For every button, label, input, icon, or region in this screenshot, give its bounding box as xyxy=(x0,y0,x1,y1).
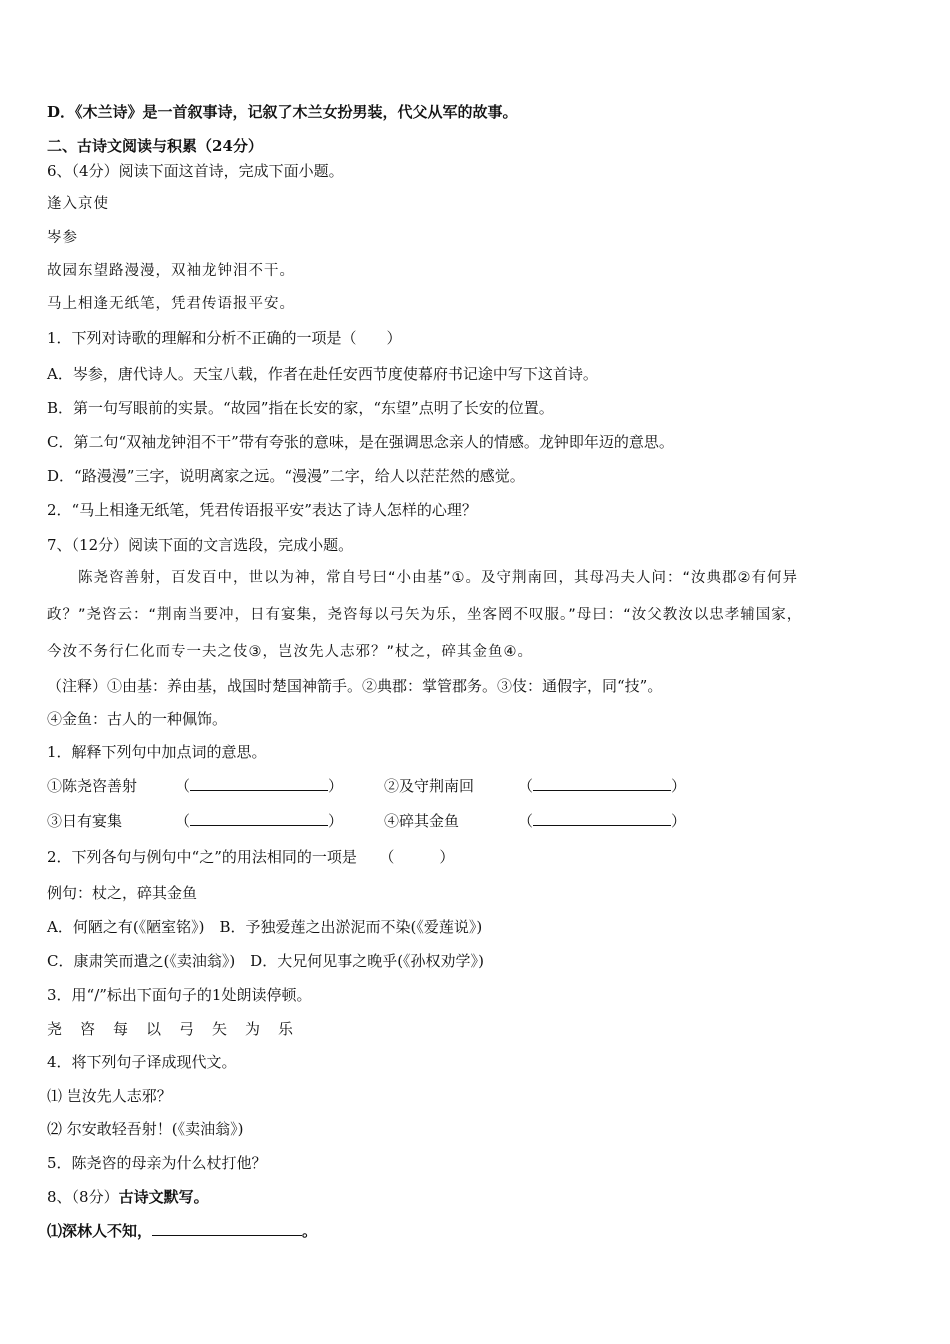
q8-intro-title: 古诗文默写。 xyxy=(118,1188,209,1206)
passage-line-3: 今汝不务行仁化而专一夫之伎③，岂汝先人志邪？”杖之，碎其金鱼④。 xyxy=(47,644,534,660)
translate-item-2: ⑵ 尔安敢轻吾射！(《卖油翁》) xyxy=(47,1120,244,1138)
q6-option-b: B．第一句写眼前的实景。“故园”指在长安的家，“东望”点明了长安的位置。 xyxy=(47,399,554,417)
answer-blank-3[interactable]: （ ） xyxy=(175,812,344,830)
q6-intro: 6、（4分）阅读下面这首诗，完成下面小题。 xyxy=(47,162,344,180)
passage-line-2: 政？”尧咨云：“荆南当要冲，日有宴集，尧咨每以弓矢为乐，坐客罔不叹服。”母曰：“汝父教汝以忠孝辅国家， xyxy=(47,607,803,623)
q8-intro xyxy=(47,1187,209,1207)
q6-option-a: A．岑参，唐代诗人。天宝八载，作者在赴任安西节度使幕府书记途中写下这首诗。 xyxy=(47,365,598,383)
q8-line-1-suffix: 。 xyxy=(302,1222,318,1240)
q7-intro: 7、（12分）阅读下面的文言选段，完成小题。 xyxy=(47,536,354,554)
poem-line-1: 故园东望路漫漫，双袖龙钟泪不干。 xyxy=(47,263,295,279)
answer-blank-1[interactable]: （ ） xyxy=(175,777,344,795)
passage-line-1: 陈尧咨善射，百发百中，世以为神，常自号曰“小由基”①。及守荆南回，其母冯夫人问：“汝典郡②有何异 xyxy=(78,570,799,586)
q7-sub4: 4．将下列句子译成现代文。 xyxy=(47,1053,237,1071)
note-line-2: ④金鱼：古人的一种佩饰。 xyxy=(47,710,228,728)
note-line-1: （注释）①由基：养由基，战国时楚国神箭手。②典郡：掌管郡务。③伎：通假字，同“技”。 xyxy=(47,677,663,695)
q8-intro-prefix: 8、（8分） xyxy=(47,1188,119,1206)
word-item-3: ③日有宴集 xyxy=(47,812,123,830)
example-sentence: 例句：杖之，碎其金鱼 xyxy=(47,884,198,902)
answer-blank-2[interactable]: （ ） xyxy=(518,777,687,795)
q7-sub1: 1．解释下列句中加点词的意思。 xyxy=(47,743,267,761)
q7-options-ab: A．何陋之有(《陋室铭》) B．予独爱莲之出淤泥而不染(《爱莲说》) xyxy=(47,918,483,936)
q6-sub1: 1．下列对诗歌的理解和分析不正确的一项是（ ） xyxy=(47,329,402,347)
q7-options-cd: C．康肃笑而遣之(《卖油翁》) D．大兄何见事之晚乎(《孙权劝学》) xyxy=(47,952,484,970)
word-item-4: ④碎其金鱼 xyxy=(384,812,460,830)
translate-item-1: ⑴ 岂汝先人志邪？ xyxy=(47,1087,172,1105)
poem-title: 逢入京使 xyxy=(47,196,109,212)
poem-line-2: 马上相逢无纸笔，凭君传语报平安。 xyxy=(47,296,295,312)
q7-sub5: 5．陈尧咨的母亲为什么杖打他？ xyxy=(47,1154,267,1172)
word-item-1: ①陈尧咨善射 xyxy=(47,777,138,795)
q6-option-c: C．第二句“双袖龙钟泪不干”带有夸张的意味，是在强调思念亲人的情感。龙钟即年迈的意思。 xyxy=(47,433,674,451)
pause-sentence: 尧咨每以弓矢为乐 xyxy=(47,1020,312,1038)
fill-blank[interactable] xyxy=(152,1221,302,1236)
q8-line-1-prefix: ⑴深林人不知， xyxy=(47,1222,153,1240)
poem-author: 岑参 xyxy=(47,230,78,246)
q6-sub2: 2．“马上相逢无纸笔，凭君传语报平安”表达了诗人怎样的心理？ xyxy=(47,501,477,519)
section-heading: 二、古诗文阅读与积累（24分） xyxy=(47,137,263,155)
word-item-2: ②及守荆南回 xyxy=(384,777,475,795)
option-d-line: D．《木兰诗》是一首叙事诗，记叙了木兰女扮男装，代父从军的故事。 xyxy=(47,103,518,121)
q7-sub2: 2．下列各句与例句中“之”的用法相同的一项是 （ ） xyxy=(47,848,455,866)
answer-blank-4[interactable]: （ ） xyxy=(518,812,687,830)
q6-option-d: D．“路漫漫”三字，说明离家之远。“漫漫”二字，给人以茫茫然的感觉。 xyxy=(47,467,525,485)
q8-line-1 xyxy=(47,1221,317,1241)
q7-sub3: 3．用“/”标出下面句子的1处朗读停顿。 xyxy=(47,986,312,1004)
